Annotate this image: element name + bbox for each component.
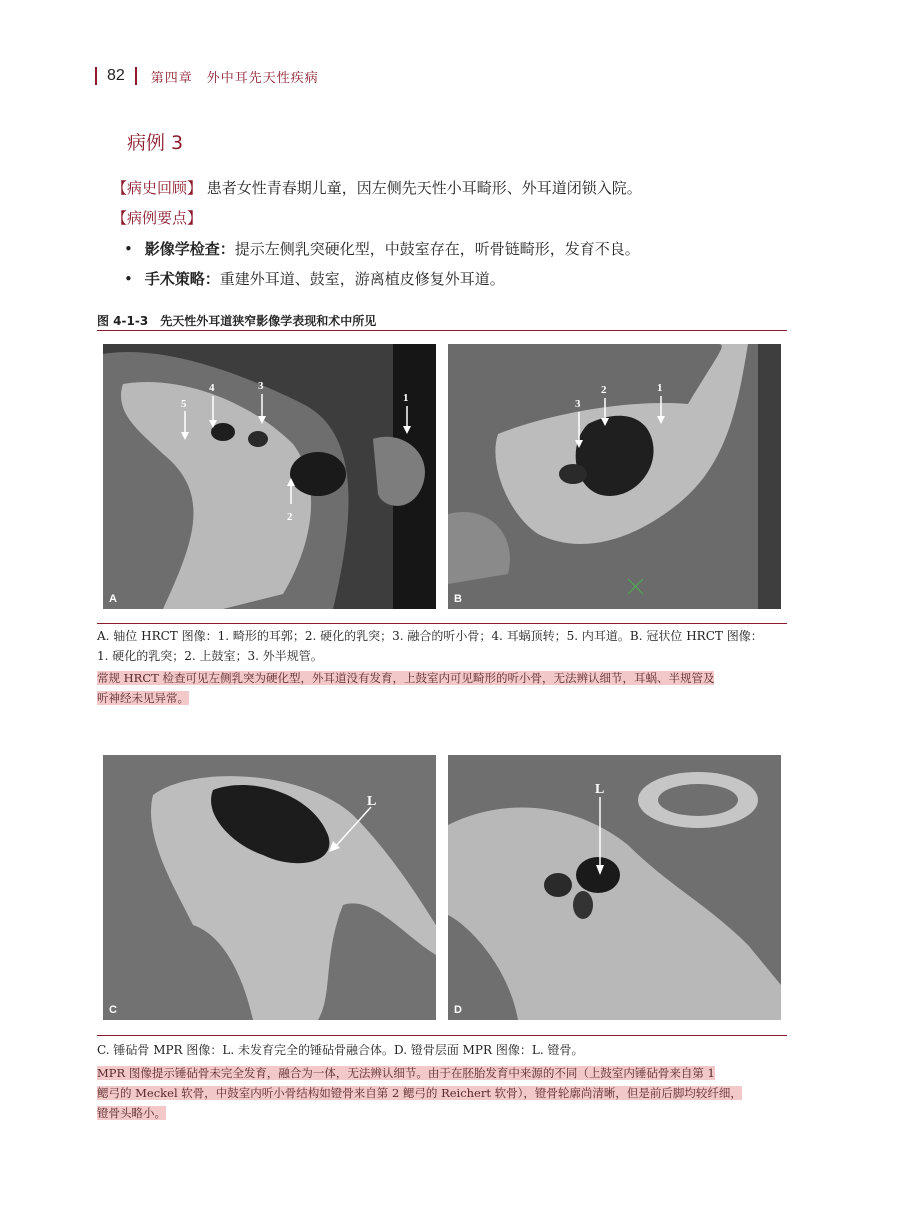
caption-rule-cd xyxy=(97,1035,787,1036)
panel-b-image xyxy=(448,344,781,609)
ct-mpr-d-image xyxy=(448,755,781,1020)
bullet-dot-icon: • xyxy=(124,240,133,258)
arrow-label-b: 2 xyxy=(601,384,607,396)
panel-letter: D xyxy=(454,1004,462,1016)
points-line xyxy=(112,207,202,228)
panel-a-image xyxy=(103,344,436,609)
caption-cd: C. 锤砧骨 MPR 图像：L. 未发育完全的锤砧骨融合体。D. 镫骨层面 MPR 图像：L. 镫骨。 xyxy=(97,1043,584,1057)
running-header xyxy=(95,64,319,88)
note-cd-line1: MPR 图像提示锤砧骨未完全发育，融合为一体，无法辨认细节。由于在胚胎发育中来源的不同（上鼓室内锤砧骨来自第 1 xyxy=(97,1066,715,1080)
bullet-bold: 影像学检查： xyxy=(144,240,235,258)
bullet-surgery xyxy=(124,268,505,289)
header-bar-right xyxy=(135,67,137,85)
arrow-label-b: 1 xyxy=(657,382,663,394)
caption-ab xyxy=(97,626,789,666)
arrow-label-a: 1 xyxy=(403,392,409,404)
note-cd-line2: 鳃弓的 Meckel 软骨，中鼓室内听小骨结构如镫骨来自第 2 鳃弓的 Reichert 软骨），镫骨轮廓尚清晰，但是前后脚均较纤细， xyxy=(97,1086,742,1100)
caption-rule-ab xyxy=(97,623,787,624)
bullet-text: 重建外耳道、鼓室，游离植皮修复外耳道。 xyxy=(219,270,505,288)
arrow-label-a: 4 xyxy=(209,382,215,394)
bullet-text: 提示左侧乳突硬化型，中鼓室存在，听骨链畸形，发育不良。 xyxy=(234,240,640,258)
arrow-label-a: 5 xyxy=(181,398,187,410)
arrow-label-b: 3 xyxy=(575,398,581,410)
history-tag: 【病史回顾】 xyxy=(112,179,203,197)
caption-ab-line1: A. 轴位 HRCT 图像：1. 畸形的耳郭；2. 硬化的乳突；3. 融合的听小骨；4. 耳蜗顶转；5. 内耳道。B. 冠状位 HRCT 图像： xyxy=(97,629,763,643)
arrow-label-d: L xyxy=(595,782,605,797)
arrow-label-c: L xyxy=(367,794,377,809)
note-ab xyxy=(97,668,789,708)
bullet-bold: 手术策略： xyxy=(144,270,220,288)
panel-letter: B xyxy=(454,593,462,605)
note-ab-line1: 常规 HRCT 检查可见左侧乳突为硬化型，外耳道没有发育，上鼓室内可见畸形的听小骨，无法辨认细节，耳蜗、半规管及 xyxy=(97,671,715,685)
panel-letter: C xyxy=(109,1004,117,1016)
panel-d-image xyxy=(448,755,781,1020)
figure-title: 图 4-1-3 先天性外耳道狭窄影像学表现和术中所见 xyxy=(97,314,377,328)
ct-axial-image xyxy=(103,344,436,609)
history-text: 患者女性青春期儿童，因左侧先天性小耳畸形、外耳道闭锁入院。 xyxy=(206,179,642,197)
chapter-title: 第四章 外中耳先天性疾病 xyxy=(150,70,319,86)
caption-ab-line2: 1. 硬化的乳突；2. 上鼓室；3. 外半规管。 xyxy=(97,649,323,663)
page-number: 82 xyxy=(107,67,125,84)
note-ab-line2: 听神经未见异常。 xyxy=(97,691,189,705)
bullet-dot-icon: • xyxy=(124,270,133,288)
note-cd xyxy=(97,1063,789,1123)
note-cd-line3: 镫骨头略小。 xyxy=(97,1106,166,1120)
ct-mpr-c-image xyxy=(103,755,436,1020)
panel-c-image xyxy=(103,755,436,1020)
arrow-label-a: 2 xyxy=(287,511,293,523)
points-tag: 【病例要点】 xyxy=(112,209,203,227)
ct-coronal-image xyxy=(448,344,781,609)
bullet-imaging xyxy=(124,238,640,259)
panel-letter: A xyxy=(109,593,117,605)
header-bar-left xyxy=(95,67,97,85)
figure-rule-top xyxy=(97,330,787,331)
arrow-label-a: 3 xyxy=(258,380,264,392)
history-line xyxy=(112,177,642,198)
case-title: 病例 3 xyxy=(127,132,184,154)
